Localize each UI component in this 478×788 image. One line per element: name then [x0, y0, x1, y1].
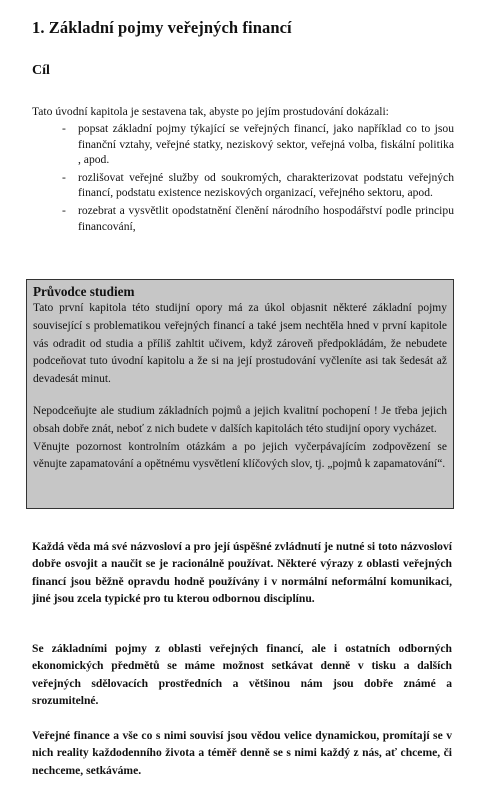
- study-guide-paragraph: Tato první kapitola této studijní opory má za úkol objasnit některé základní pojmy související s problematikou veřejných financí a také jsem nechtěla hned v první kapitole vás odradit od studia a příliš zahltit učivem, když zároveň předpokládám, že nebudete podceňovat tuto úvodní kapitolu a že si na její prostudování vyčleníte asi tak šedesát až devadesát minut.: [33, 302, 447, 386]
- study-guide-paragraph: Věnujte pozornost kontrolním otázkám a po jejich vyčerpávajícím zodpovězení se věnujte zapamatování a opětnému vysvětlení klíčových slov, tj. „pojmů k zapamatování“.: [33, 440, 447, 471]
- body-paragraph: Veřejné finance a vše co s nimi souvisí jsou vědou velice dynamickou, promítají se v nich reality každodenního života a téměř denně se s nimi každý z nás, ať chceme, či nechceme, setkáváme.: [32, 729, 452, 777]
- list-item: [62, 170, 454, 201]
- list-item-text: popsat základní pojmy týkající se veřejných financí, jako například co to jsou finanční vztahy, veřejné statky, neziskový sektor, veřejná volba, fiskální politika , apod.: [78, 122, 454, 167]
- body-paragraph: Každá věda má své názvosloví a pro její úspěšné zvládnutí je nutné si toto názvosloví dobře osvojit a naučit se je racionálně používat. Některé výrazy z oblasti veřejných financí jsou běžně opravdu hodně používány i v normální neformální komunikaci, jiné jsou zcela typické pro tu kterou odbornou disciplínu.: [32, 540, 452, 606]
- list-bullet: -: [62, 203, 66, 217]
- list-item-text: rozlišovat veřejné služby od soukromých, charakterizovat podstatu veřejných financí, podstatu existence neziskových organizací, veřejného sektoru, apod.: [78, 170, 454, 200]
- list-item: [62, 203, 454, 234]
- section-subtitle: Cíl: [32, 63, 50, 78]
- body-paragraph: Se základními pojmy z oblasti veřejných financí, ale i ostatních odborných ekonomických předmětů se máme možnost setkávat denně v tisku a dalších veřejných sdělovacích prostředních a většinou nám jsou dobře známé a srozumitelné.: [32, 642, 452, 708]
- list-bullet: -: [62, 122, 66, 135]
- list-item-text: rozebrat a vysvětlit opodstatnění členění národního hospodářství podle principu financování,: [78, 203, 454, 233]
- list-bullet: -: [62, 170, 66, 184]
- chapter-title: 1. Základní pojmy veřejných financí: [32, 18, 292, 37]
- objectives-list: [62, 121, 454, 236]
- study-guide-paragraph: Nepodceňujte ale studium základních pojmů a jejich kvalitní pochopení ! Je třeba jejich obsah dobře znát, neboť z nich budete v dalších kapitolách této studijní opory vycházet.: [33, 404, 447, 435]
- intro-text: Tato úvodní kapitola je sestavena tak, abyste po jejím prostudování dokázali:: [32, 105, 389, 118]
- study-guide-box: [26, 279, 454, 509]
- study-guide-title: Průvodce studiem: [33, 284, 135, 299]
- list-item: [62, 121, 454, 168]
